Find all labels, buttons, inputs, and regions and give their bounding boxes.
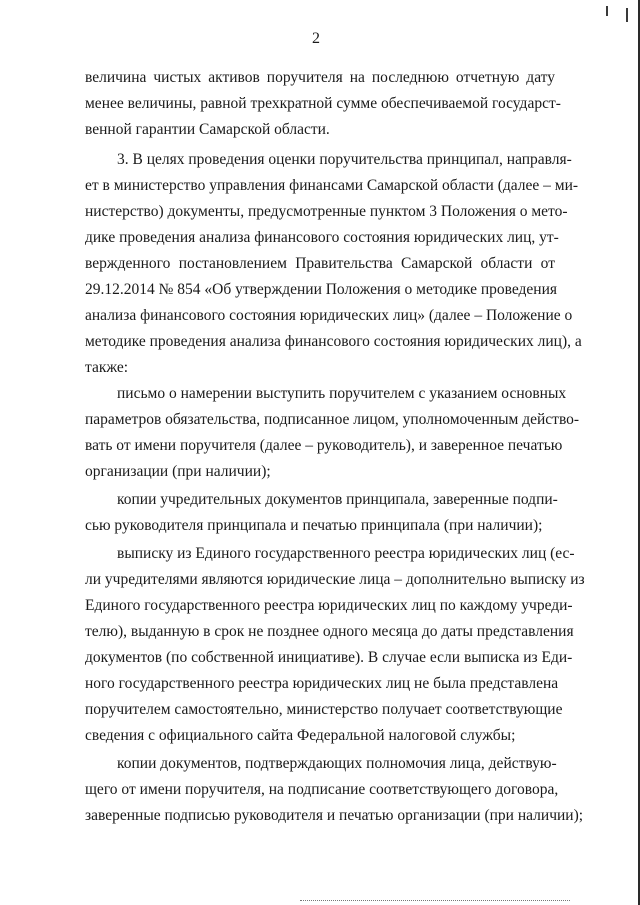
text-line: сведения с официального сайта Федеральной налоговой службы; <box>85 727 516 744</box>
text-line: письмо о намерении выступить поручителем с указанием основных <box>117 385 567 402</box>
text-line: организации (при наличии); <box>85 463 271 480</box>
bottom-rule <box>300 900 570 902</box>
text-line: менее величины, равной трехкратной сумме обеспечиваемой государст- <box>85 95 561 112</box>
text-line: вержденного постановлением Правительства Самарской области от <box>85 255 555 272</box>
text-line: документов (по собственной инициативе). В случае если выписка из Еди- <box>85 649 573 666</box>
text-line: сью руководителя принципала и печатью принципала (при наличии); <box>85 517 543 534</box>
page-number: 2 <box>312 30 320 47</box>
text-line: вать от имени поручителя (далее – руководитель), и заверенное печатью <box>85 437 563 454</box>
text-line: 3. В целях проведения оценки поручительства принципал, направля- <box>117 151 572 168</box>
text-line: щего от имени поручителя, на подписание соответствующего договора, <box>85 781 559 798</box>
text-line: параметров обязательства, подписанное лицом, уполномоченным действо- <box>85 411 580 428</box>
text-line: ного государственного реестра юридических лиц не была представлена <box>85 675 559 692</box>
text-line: 29.12.2014 № 854 «Об утверждении Положения о методике проведения <box>85 281 558 298</box>
text-line: величина чистых активов поручителя на последнюю отчетную дату <box>85 69 555 86</box>
text-line: копии учредительных документов принципала, заверенные подпи- <box>117 491 558 508</box>
text-line: копии документов, подтверждающих полномочия лица, действую- <box>117 755 557 772</box>
text-line: методике проведения анализа финансового состояния юридических лиц), а <box>85 333 582 350</box>
scan-mark <box>626 8 628 22</box>
text-line: нистерство) документы, предусмотренные пунктом 3 Положения о мето- <box>85 203 568 220</box>
scan-mark <box>606 6 608 16</box>
text-line: поручителем самостоятельно, министерство получает соответствующие <box>85 701 563 718</box>
text-line: также: <box>85 359 129 376</box>
text-line: венной гарантии Самарской области. <box>85 121 330 138</box>
text-line: телю), выданную в срок не позднее одного месяца до даты представления <box>85 623 574 640</box>
text-line: анализа финансового состояния юридических лиц» (далее – Положение о <box>85 307 573 324</box>
text-line: Единого государственного реестра юридических лиц по каждому учреди- <box>85 597 573 614</box>
text-line: выписку из Единого государственного реестра юридических лиц (ес- <box>117 545 575 562</box>
text-line: заверенные подписью руководителя и печатью организации (при наличии); <box>85 807 584 824</box>
text-line: ли учредителями являются юридические лица – дополнительно выписку из <box>85 571 585 588</box>
text-line: дике проведения анализа финансового состояния юридических лиц, ут- <box>85 229 559 246</box>
text-line: ет в министерство управления финансами Самарской области (далее – ми- <box>85 177 579 194</box>
